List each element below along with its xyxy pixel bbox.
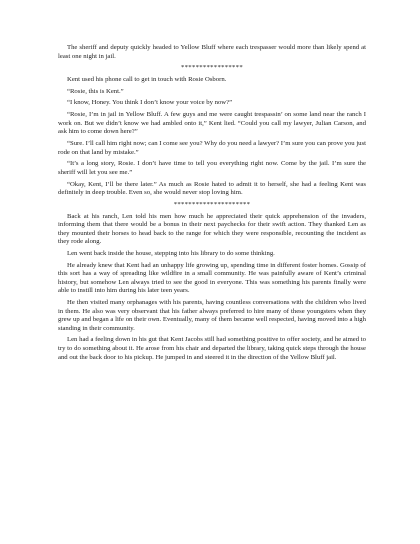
- paragraph-library: Len went back inside the house, stepping into his library to do some thinking.: [67, 250, 275, 257]
- paragraph-ranch: Back at his ranch, Len told his men how much he appreciated their quick apprehension of the invaders, informing them that there would be a bonus in their next paychecks for their swift action. They thanked Len as they mounted their horses to head back to the range for which they were responsible, recounting the incident as they rode along.: [58, 212, 366, 246]
- dialogue-line: “It’s a long story, Rosie. I don’t have time to tell you everything right now. Come by the jail. I’m sure the sheriff will let you see me.”: [58, 160, 366, 176]
- paragraph-kent-history: He already knew that Kent had an unhappy life growing up, spending time in different foster homes. Gossip of this sort has a way of spreading like wildfire in a small community. He was painfully aware of Kent’s criminal history, but somehow Len always tried to see the good in everyone. This was something his parents finally were able to instill into him during his later teen years.: [58, 261, 366, 295]
- dialogue-line: “Okay, Kent, I’ll be there later.” As much as Rosie hated to admit it to herself, she had a feeling Kent was definitely in deep trouble. Even so, she would never stop loving him.: [58, 180, 366, 197]
- dialogue-line: “Rosie, I’m in jail in Yellow Bluff. A few guys and me were caught trespassin’ on some land near the ranch I work on. But we didn’t know we had ambled onto it,” Kent lied. “Could you call my lawyer, Julian Carson, and ask him to come down here?”: [58, 111, 366, 136]
- dialogue-line: “Rosie, this is Kent.”: [67, 87, 124, 95]
- paragraph-orphanages: He then visited many orphanages with his parents, having countless conversations with the children who lived in them. He also was very observant that his father always preferred to hire many of these youngsters when they grew up and began a life on their own. Eventually, many of them became well respected, having moved into a high standing in their community.: [58, 299, 366, 332]
- dialogue-line: “Sure. I’ll call him right now; can I come see you? Why do you need a lawyer? I’m sure you can prove you just rode on that land by mistake.”: [58, 140, 366, 156]
- paragraph-len-decision: Len had a feeling down in his gut that Kent Jacobs still had something positive to offer society, and he aimed to try to do something about it. He arose from his chair and departed the library, taking quick steps through the house and out the back door to his pickup. He jumped in and steered it in the direction of the Yellow Bluff jail.: [58, 336, 366, 361]
- paragraph-sheriff: The sheriff and deputy quickly headed to Yellow Bluff where each trespasser would more than likely spend at least one night in jail.: [58, 44, 366, 60]
- scene-separator: *****************: [181, 64, 243, 72]
- scene-separator: *********************: [173, 200, 251, 208]
- paragraph-phone-call: Kent used his phone call to get in touch with Rosie Osborn.: [67, 76, 227, 84]
- dialogue-line: “I know, Honey. You think I don’t know your voice by now?”: [67, 99, 233, 107]
- document-page: [58, 44, 366, 365]
